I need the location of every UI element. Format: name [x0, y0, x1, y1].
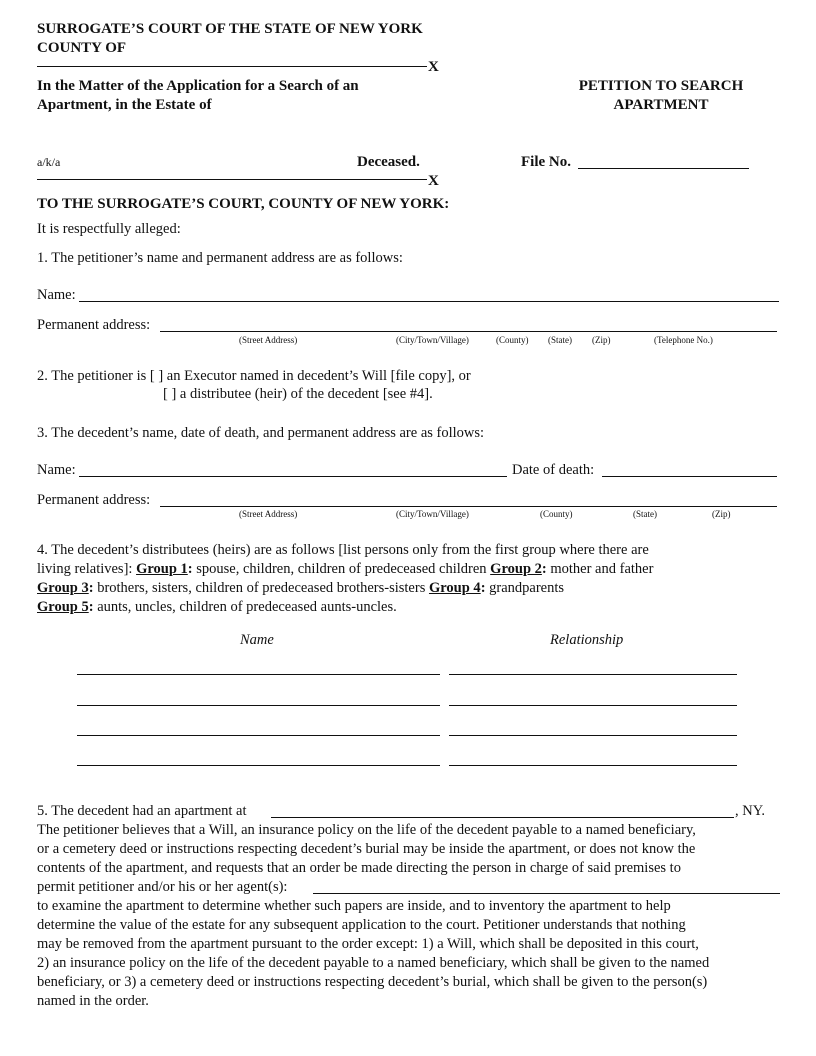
- heir-name-field[interactable]: [77, 765, 440, 766]
- caption-zip: (Zip): [712, 509, 731, 519]
- section-5-line-4: contents of the apartment, and requests that an order be made directing the person in charge of said premises to: [37, 860, 681, 876]
- apartment-address-field[interactable]: [271, 817, 734, 818]
- column-header-name: Name: [240, 632, 274, 648]
- heir-name-field[interactable]: [77, 674, 440, 675]
- deceased-label: Deceased.: [357, 154, 420, 170]
- caption-state: (State): [633, 509, 657, 519]
- caption-street-address: (Street Address): [239, 509, 298, 519]
- x-mark-top: X: [428, 59, 439, 75]
- court-address-heading: TO THE SURROGATE’S COURT, COUNTY OF NEW YORK:: [37, 196, 450, 212]
- aka-label: a/k/a: [37, 155, 61, 169]
- county-of-label: COUNTY OF: [37, 40, 127, 56]
- section-5-line-2: The petitioner believes that a Will, an insurance policy on the life of the decedent payable to a named beneficiary,: [37, 822, 696, 838]
- section-3-heading: 3. The decedent’s name, date of death, and permanent address are as follows:: [37, 425, 485, 441]
- caption-county: (County): [496, 335, 529, 345]
- agent-name-field[interactable]: [313, 893, 780, 894]
- caption-divider-bottom: [37, 179, 427, 180]
- section-4-line-4: [37, 598, 397, 617]
- colon: :: [480, 580, 486, 596]
- group-3-text: brothers, sisters, children of predeceased brothers-sisters: [93, 580, 429, 596]
- section-5-line-7: determine the value of the estate for any subsequent application to the court. Petitioner understands that nothing: [37, 917, 686, 933]
- group-5-text: aunts, uncles, children of predeceased aunts-uncles.: [93, 599, 397, 615]
- petitioner-address-field[interactable]: [160, 331, 777, 332]
- caption-state: (State): [548, 335, 572, 345]
- petitioner-name-label: Name:: [37, 287, 76, 303]
- section-5-line-1-prefix: 5. The decedent had an apartment at: [37, 803, 247, 819]
- caption-county: (County): [540, 509, 573, 519]
- section-5-line-3: or a cemetery deed or instructions respecting decedent’s burial may be inside the apartment, or does not know the: [37, 841, 696, 857]
- section-5-line-8: may be removed from the apartment pursuant to the order except: 1) a Will, which shall be deposited in this court,: [37, 936, 699, 952]
- section-5-line-9: 2) an insurance policy on the life of the decedent payable to a named beneficiary, which shall be given to the named: [37, 955, 710, 971]
- matter-line-2: Apartment, in the Estate of: [37, 97, 212, 113]
- section-5-line-11: named in the order.: [37, 993, 149, 1009]
- caption-city: (City/Town/Village): [396, 335, 469, 345]
- petitioner-name-field[interactable]: [79, 301, 779, 302]
- decedent-name-field[interactable]: [79, 476, 507, 477]
- decedent-address-field[interactable]: [160, 506, 777, 507]
- caption-zip: (Zip): [592, 335, 611, 345]
- caption-divider-top: [37, 66, 427, 67]
- colon: :: [541, 561, 547, 577]
- matter-line-1: In the Matter of the Application for a Search of an: [37, 78, 359, 94]
- heir-name-field[interactable]: [77, 705, 440, 706]
- group-1-text: spouse, children, children of predeceased children: [192, 561, 491, 577]
- line-2-prefix: living relatives]:: [37, 561, 137, 577]
- document-title-line-1: PETITION TO SEARCH: [578, 78, 744, 94]
- section-4-line-3: [37, 579, 564, 598]
- section-4-line-1: 4. The decedent’s distributees (heirs) are as follows [list persons only from the first group where there are: [37, 542, 649, 558]
- heir-relationship-field[interactable]: [449, 765, 737, 766]
- group-5-label: Group 5: [37, 599, 89, 615]
- heir-name-field[interactable]: [77, 735, 440, 736]
- caption-city: (City/Town/Village): [396, 509, 469, 519]
- section-5-line-10: beneficiary, or 3) a cemetery deed or instructions respecting decedent’s burial, which shall be given to the person(s): [37, 974, 708, 990]
- file-no-field[interactable]: [578, 168, 749, 169]
- colon: :: [88, 580, 94, 596]
- section-5-line-6: to examine the apartment to determine whether such papers are inside, and to inventory the apartment to help: [37, 898, 671, 914]
- column-header-relationship: Relationship: [550, 632, 624, 648]
- document-title-line-2: APARTMENT: [613, 97, 709, 113]
- heir-relationship-field[interactable]: [449, 705, 737, 706]
- section-5-line-1-suffix: , NY.: [735, 803, 765, 819]
- caption-street-address: (Street Address): [239, 335, 298, 345]
- heir-relationship-field[interactable]: [449, 735, 737, 736]
- date-of-death-field[interactable]: [602, 476, 777, 477]
- group-2-text: mother and father: [546, 561, 654, 577]
- section-2-line-2[interactable]: [ ] a distributee (heir) of the decedent [see #4].: [163, 386, 433, 402]
- colon: :: [187, 561, 193, 577]
- section-5-line-5: permit petitioner and/or his or her agent(s):: [37, 879, 288, 895]
- group-4-label: Group 4: [428, 580, 481, 596]
- group-2-label: Group 2: [490, 561, 542, 577]
- alleged-text: It is respectfully alleged:: [37, 221, 181, 237]
- group-4-text: grandparents: [485, 580, 565, 596]
- x-mark-bottom: X: [428, 173, 439, 189]
- decedent-name-label: Name:: [37, 462, 76, 478]
- section-1-heading: 1. The petitioner’s name and permanent address are as follows:: [37, 250, 403, 266]
- petitioner-address-label: Permanent address:: [37, 317, 151, 333]
- file-no-label: File No.: [521, 154, 571, 170]
- date-of-death-label: Date of death:: [512, 462, 595, 478]
- section-2-line-1[interactable]: 2. The petitioner is [ ] an Executor named in decedent’s Will [file copy], or: [37, 368, 471, 384]
- heir-relationship-field[interactable]: [449, 674, 737, 675]
- decedent-address-label: Permanent address:: [37, 492, 151, 508]
- group-1-label: Group 1: [136, 561, 188, 577]
- court-title: SURROGATE’S COURT OF THE STATE OF NEW YORK: [37, 21, 423, 37]
- colon: :: [88, 599, 94, 615]
- group-3-label: Group 3: [37, 580, 89, 596]
- caption-telephone: (Telephone No.): [654, 335, 713, 345]
- section-4-line-2: [37, 560, 653, 579]
